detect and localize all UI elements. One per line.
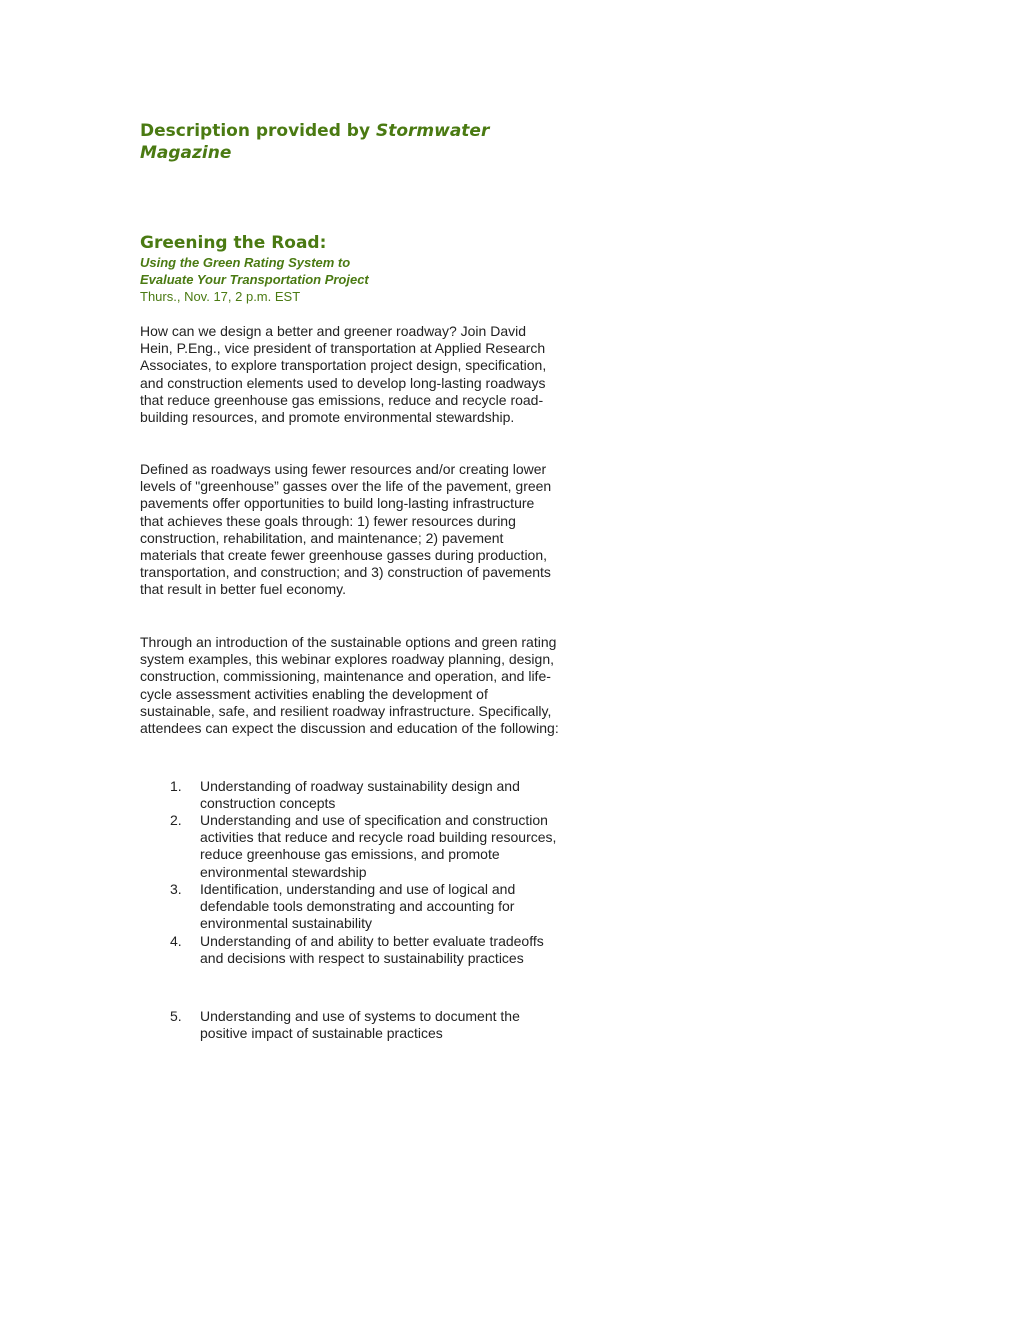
list-item-text: Understanding and use of systems to document the positive impact of sustainable practices [200,1008,520,1042]
description-heading [140,120,560,164]
event-subtitle-line2: Evaluate Your Transportation Project [140,272,369,287]
paragraph-definition: Defined as roadways using fewer resources and/or creating lower levels of "greenhouse” gasses over the life of the pavement, green pavements offer opportunities to build long-lasting infrastructure that achieves these goals through: 1) fewer resources during construction, rehabilitation, and maintenance; 2) pavement materials that create fewer greenhouse gasses during production, transportation, and construction; and 3) construction of pavements that result in better fuel economy. [140,461,552,598]
list-item-number: 5. [170,1008,182,1024]
list-item [170,933,560,967]
list-item-number: 2. [170,812,182,828]
list-item-text: Understanding and use of specification and construction activities that reduce and recycle road building resources, reduce greenhouse gas emissions, and promote environmental stewardship [200,812,557,880]
list-item [170,881,560,933]
event-header [140,232,560,305]
list-item-number: 1. [170,778,182,794]
list-item-text: Understanding of roadway sustainability design and construction concepts [200,778,520,812]
list-item-number: 4. [170,933,182,949]
paragraph-intro: How can we design a better and greener roadway? Join David Hein, P.Eng., vice president of transportation at Applied Research Associates, to explore transportation project design, specification, and construction elements used to develop long-lasting roadways that reduce greenhouse gas emissions, reduce and recycle road-building resources, and promote environmental stewardship. [140,323,547,426]
list-item [170,1008,560,1042]
description-source: Stormwater Magazine [140,121,490,163]
list-item [170,778,560,812]
paragraph-overview: Through an introduction of the sustainable options and green rating system examples, this webinar explores roadway planning, design, construction, commissioning, maintenance and operation, and life-cycle assessment activities enabling the development of sustainable, safe, and resilient roadway infrastructure. Specifically, attendees can expect the discussion and education of the following: [140,634,559,737]
event-date: Thurs., Nov. 17, 2 p.m. EST [140,289,301,304]
event-title: Greening the Road: [140,233,327,253]
description-prefix: Description provided by [140,121,376,141]
list-item-text: Understanding of and ability to better evaluate tradeoffs and decisions with respect to sustainability practices [200,933,544,967]
event-subtitle-line1: Using the Green Rating System to [140,255,351,270]
list-item-number: 3. [170,881,182,897]
list-item [170,812,560,881]
list-item-text: Identification, understanding and use of logical and defendable tools demonstrating and accounting for environmental sustainability [200,881,516,932]
